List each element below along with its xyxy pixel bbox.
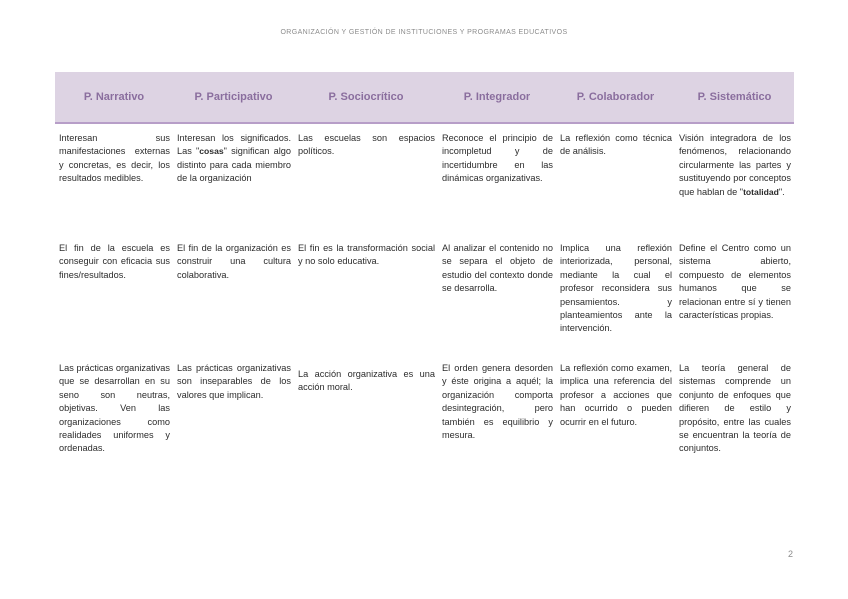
cell-text: Interesan los significados. Las " (177, 133, 291, 157)
cell-sociocritico: El fin es la transformación social y no solo educativa. (298, 243, 435, 267)
cell-sistematico: La teoría general de sistemas comprende un conjunto de enfoques que difieren de estilo y propósito, entre las cuales se encuentran la teoría de conjuntos. (679, 363, 791, 454)
cell-sociocritico: La acción organizativa es una acción moral. (298, 369, 435, 393)
cell-narrativo: Interesan sus manifestaciones externas y concretas, es decir, los resultados medibles. (59, 133, 170, 184)
cell-text: ". (778, 186, 785, 197)
cell-text: Visión integradora de los fenómenos, relacionando circularmente las partes y sustituyendo por conceptos que hablan de " (679, 133, 791, 197)
column-header-sistematico: P. Sistemático (697, 91, 772, 103)
table-row (55, 132, 794, 242)
cell-colaborador: La reflexión como examen, implica una referencia del profesor a acciones que han ocurrido o pueden ocurrir en el futuro. (560, 363, 672, 427)
cell-participativo: Las prácticas organizativas son inseparables de los valores que implican. (177, 363, 291, 400)
cell-colaborador: Implica una reflexión interiorizada, personal, mediante la cual el profesor reconsidera sus pensamientos. y planteamientos ante la intervención. (560, 243, 672, 334)
table-row (55, 242, 794, 362)
highlighted-term: totalidad (743, 186, 779, 197)
cell-text: " significan algo distinto para cada miembro de la organización (177, 146, 291, 184)
cell-sistematico: Define el Centro como un sistema abierto, compuesto de elementos humanos que se relacionan entre sí y tienen características propias. (679, 243, 791, 321)
cell-narrativo: Las prácticas organizativas que se desarrollan en su seno son neutras, objetivas. Ven las organizaciones como realidades uniformes y ordenadas. (59, 363, 170, 454)
table-header-row (55, 72, 794, 124)
cell-sistematico (675, 132, 794, 242)
column-header-integrador: P. Integrador (463, 91, 531, 103)
cell-integrador: El orden genera desorden y éste origina a aquél; la organización comporta desintegración, pero también es equilibrio y mesura. (442, 363, 553, 441)
column-header-sociocritico: P. Sociocrítico (328, 91, 404, 103)
column-header-narrativo: P. Narrativo (83, 91, 145, 103)
column-header-colaborador: P. Colaborador (576, 91, 655, 103)
column-header-participativo: P. Participativo (194, 91, 273, 103)
cell-sociocritico: Las escuelas son espacios políticos. (298, 133, 435, 157)
page-number: 2 (787, 549, 793, 559)
cell-participativo (173, 132, 294, 242)
cell-narrativo: El fin de la escuela es conseguir con eficacia sus fines/resultados. (59, 243, 170, 280)
cell-participativo: El fin de la organización es construir una cultura colaborativa. (177, 243, 291, 280)
cell-integrador: Reconoce el principio de incompletud y de incertidumbre en las dinámicas organizativas. (442, 133, 553, 184)
running-header: ORGANIZACIÓN Y GESTIÓN DE INSTITUCIONES Y PROGRAMAS EDUCATIVOS (280, 29, 568, 36)
table-row (55, 362, 794, 472)
comparison-table (55, 72, 794, 472)
cell-integrador: Al analizar el contenido no se separa el objeto de estudio del contexto donde se desarrolla. (442, 243, 553, 294)
highlighted-term: cosas (199, 146, 224, 157)
cell-colaborador: La reflexión como técnica de análisis. (560, 133, 672, 157)
